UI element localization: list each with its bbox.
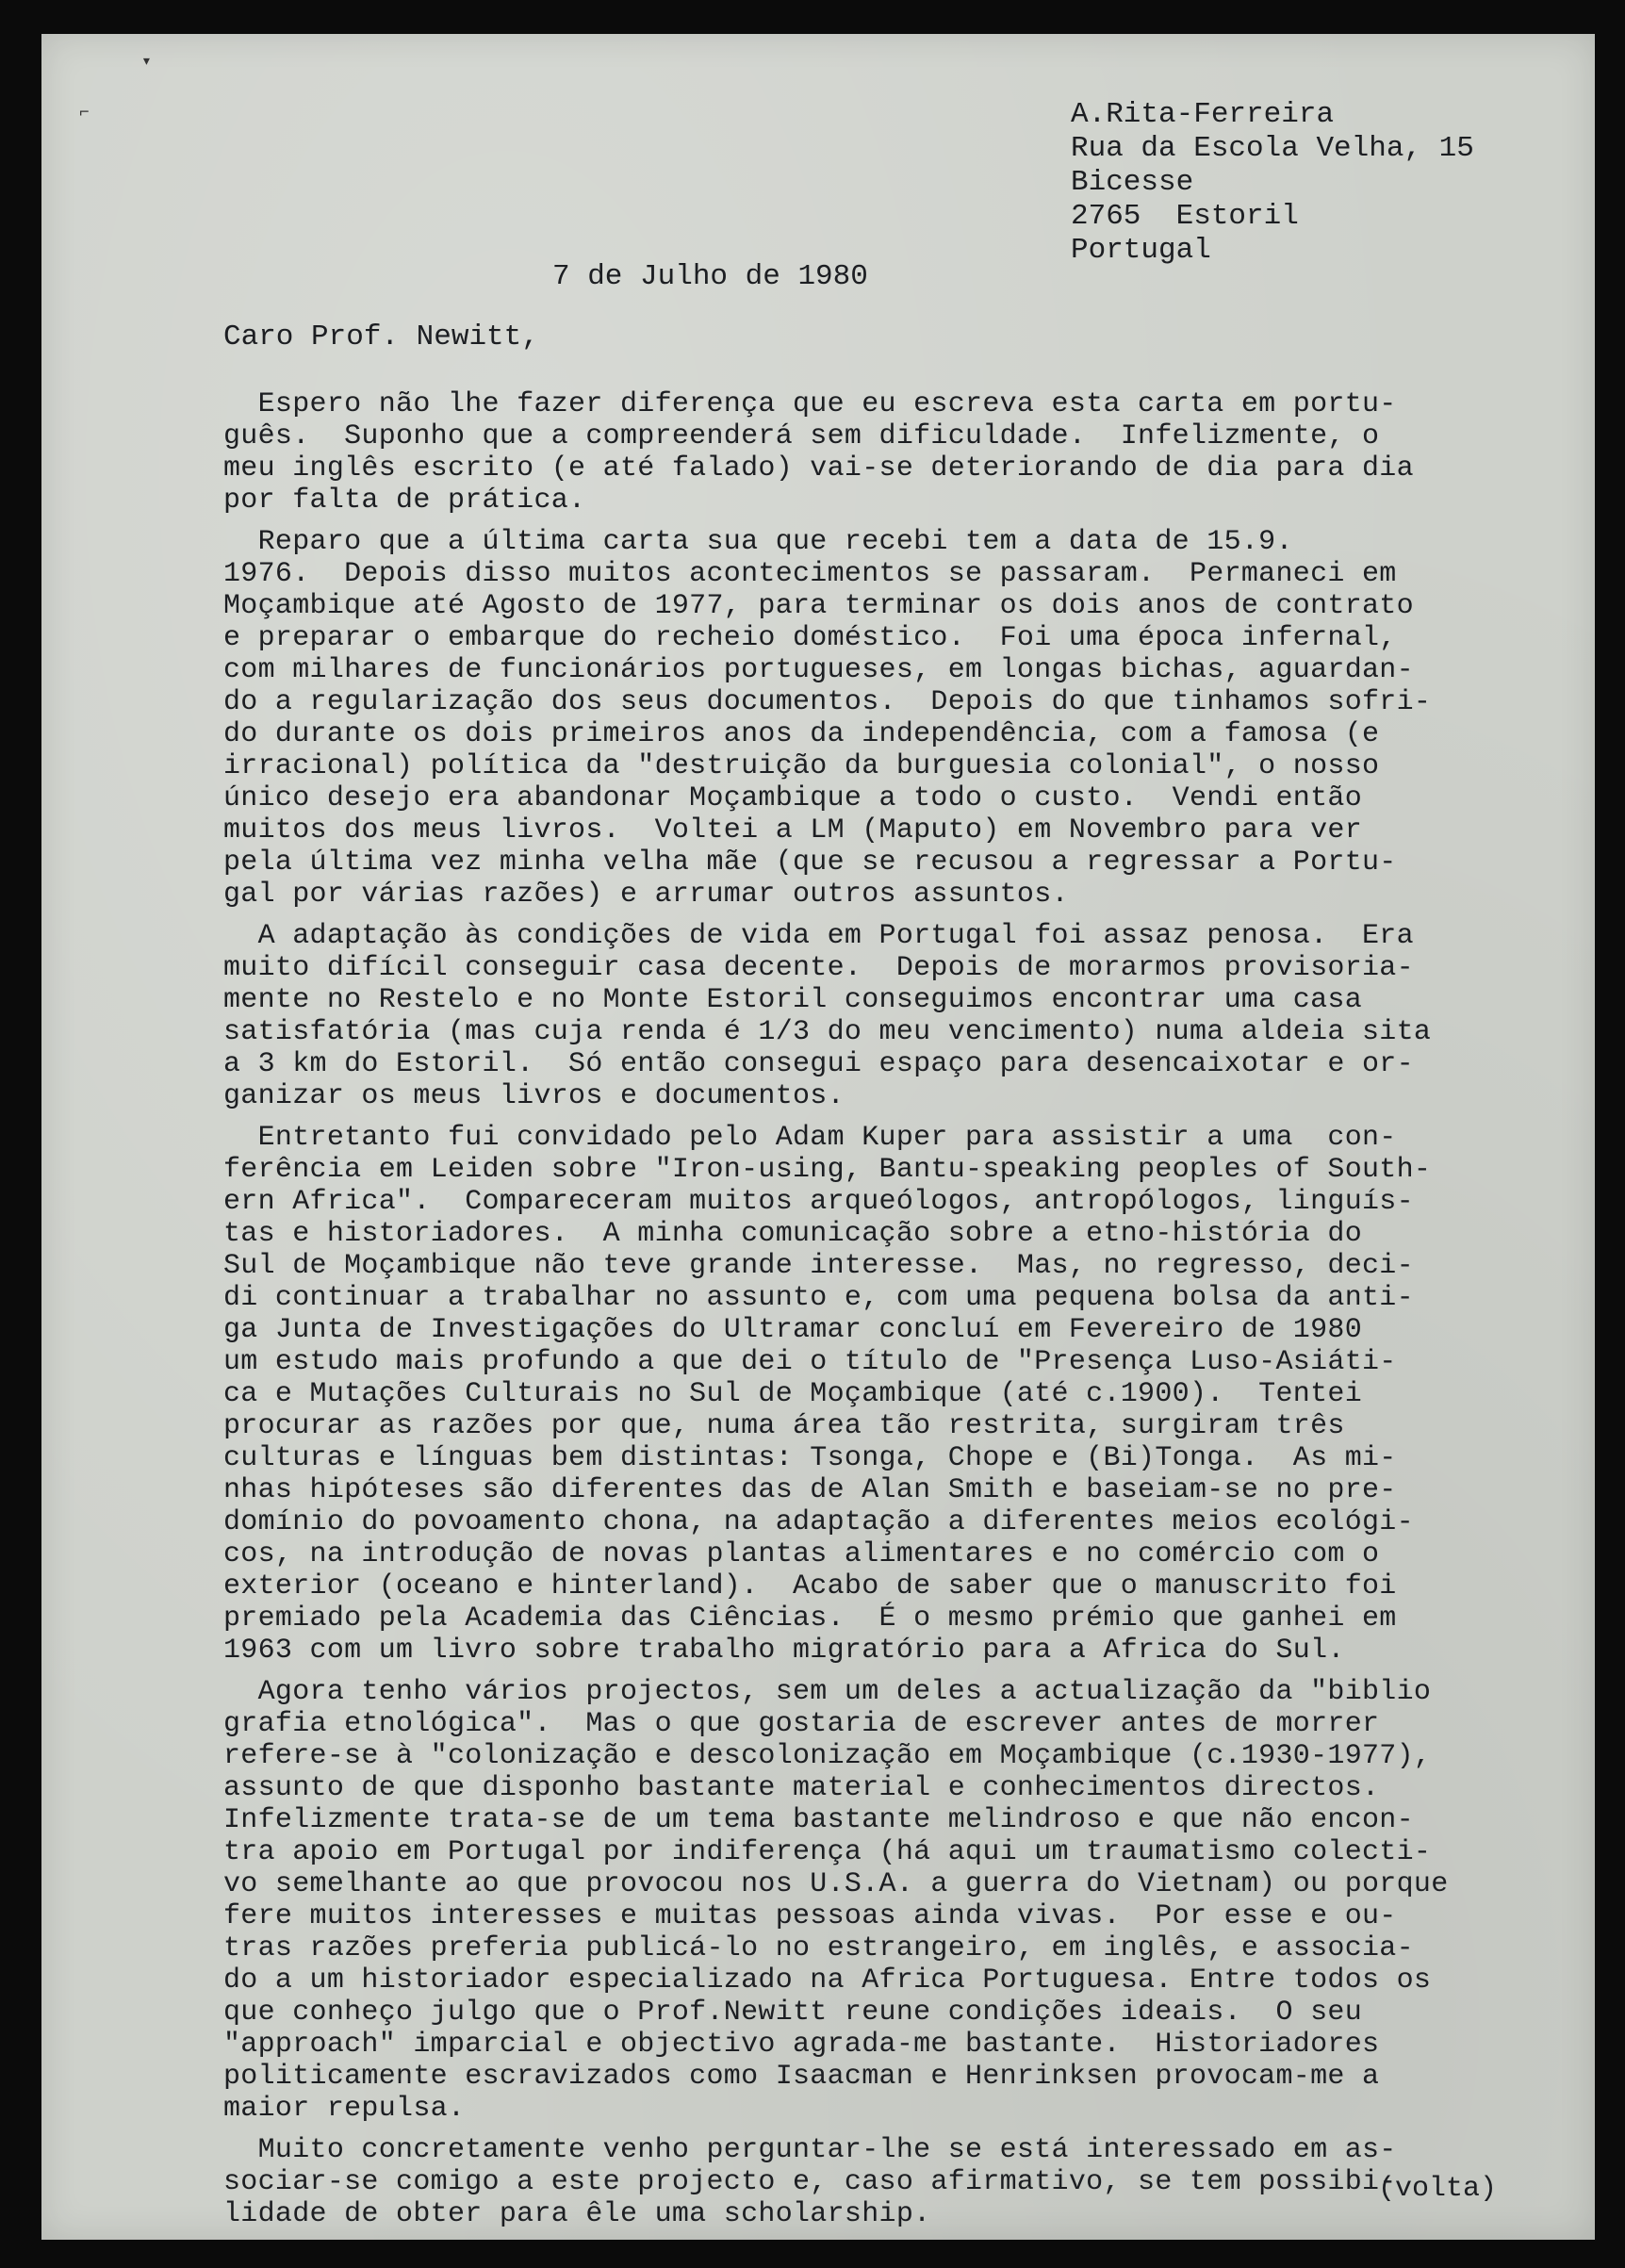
- text-line: exterior (oceano e hinterland). Acabo de saber que o manuscrito foi: [223, 1570, 1397, 1602]
- text-line: muitos dos meus livros. Voltei a LM (Maputo) em Novembro para ver: [223, 814, 1362, 846]
- paragraph-gap: [223, 2125, 1449, 2134]
- text-line: politicamente escravizados como Isaacman e Henrinksen provocam-me a: [223, 2061, 1380, 2093]
- paragraph: [223, 388, 1449, 517]
- text-line: Agora tenho vários projectos, sem um deles a actualização da "biblio: [223, 1676, 1432, 1708]
- letter-date: 7 de Julho de 1980: [552, 260, 868, 293]
- text-line: cos, na introdução de novas plantas alimentares e no comércio com o: [223, 1538, 1380, 1570]
- paragraph: [223, 1122, 1449, 1667]
- text-line: tras razões preferia publicá-lo no estrangeiro, em inglês, e associa-: [223, 1932, 1414, 1964]
- text-line: que conheço julgo que o Prof.Newitt reune condições ideais. O seu: [223, 1997, 1362, 2029]
- text-line: tas e historiadores. A minha comunicação sobre a etno-história do: [223, 1218, 1362, 1250]
- text-line: di continuar a trabalhar no assunto e, com uma pequena bolsa da anti-: [223, 1282, 1414, 1314]
- text-line: um estudo mais profundo a que dei o título de "Presença Luso-Asiáti-: [223, 1346, 1397, 1378]
- text-line: A adaptação às condições de vida em Portugal foi assaz penosa. Era: [223, 920, 1414, 952]
- text-line: Moçambique até Agosto de 1977, para terminar os dois anos de contrato: [223, 590, 1414, 622]
- text-line: nhas hipóteses são diferentes das de Alan Smith e baseiam-se no pre-: [223, 1474, 1397, 1506]
- text-line: e preparar o embarque do recheio doméstico. Foi uma época infernal,: [223, 622, 1397, 654]
- text-line: fere muitos interesses e muitas pessoas ainda vivas. Por esse e ou-: [223, 1900, 1397, 1932]
- closing-note: (volta): [1378, 2173, 1498, 2205]
- ink-mark: ▾: [141, 53, 152, 72]
- text-line: meu inglês escrito (e até falado) vai-se deteriorando de dia para dia: [223, 452, 1414, 485]
- text-line: do a um historiador especializado na Africa Portuguesa. Entre todos os: [223, 1964, 1432, 1997]
- text-line: pela última vez minha velha mãe (que se recusou a regressar a Portu-: [223, 846, 1397, 879]
- salutation: Caro Prof. Newitt,: [223, 320, 539, 353]
- text-line: ferência em Leiden sobre "Iron-using, Bantu-speaking peoples of South-: [223, 1154, 1432, 1186]
- text-line: Muito concretamente venho perguntar-lhe se está interessado em as-: [223, 2134, 1397, 2166]
- text-line: com milhares de funcionários portugueses, em longas bichas, aguardan-: [223, 654, 1414, 686]
- text-line: por falta de prática.: [223, 485, 586, 517]
- text-line: 1963 com um livro sobre trabalho migratório para a Africa do Sul.: [223, 1635, 1345, 1667]
- address-line: A.Rita-Ferreira: [1071, 98, 1335, 131]
- text-line: procurar as razões por que, numa área tão restrita, surgiram três: [223, 1410, 1345, 1442]
- text-line: gal por várias razões) e arrumar outros assuntos.: [223, 879, 1069, 911]
- letter-body: [223, 388, 1449, 2230]
- text-line: assunto de que disponho bastante material e conhecimentos directos.: [223, 1772, 1380, 1804]
- paragraph: [223, 920, 1449, 1112]
- text-line: Sul de Moçambique não teve grande interesse. Mas, no regresso, deci-: [223, 1250, 1414, 1282]
- text-line: vo semelhante ao que provocou nos U.S.A. a guerra do Vietnam) ou porque: [223, 1868, 1449, 1900]
- address-line: 2765 Estoril: [1071, 200, 1299, 233]
- text-line: culturas e línguas bem distintas: Tsonga, Chope e (Bi)Tonga. As mi-: [223, 1442, 1397, 1474]
- paragraph-gap: [223, 1667, 1449, 1676]
- paragraph: [223, 1676, 1449, 2125]
- text-line: maior repulsa.: [223, 2093, 466, 2125]
- text-line: Entretanto fui convidado pelo Adam Kuper para assistir a uma con-: [223, 1122, 1397, 1154]
- text-line: guês. Suponho que a compreenderá sem dificuldade. Infelizmente, o: [223, 420, 1380, 452]
- text-line: único desejo era abandonar Moçambique a todo o custo. Vendi então: [223, 782, 1362, 814]
- text-line: Reparo que a última carta sua que recebi tem a data de 15.9.: [223, 526, 1293, 558]
- text-line: mente no Restelo e no Monte Estoril conseguimos encontrar uma casa: [223, 984, 1362, 1016]
- text-line: muito difícil conseguir casa decente. Depois de morarmos provisoria-: [223, 952, 1414, 984]
- paragraph-gap: [223, 911, 1449, 920]
- address-line: Portugal: [1071, 234, 1211, 267]
- text-line: a 3 km do Estoril. Só então consegui espaço para desencaixotar e or-: [223, 1048, 1414, 1080]
- text-line: satisfatória (mas cuja renda é 1/3 do meu vencimento) numa aldeia sita: [223, 1016, 1432, 1048]
- text-line: do a regularização dos seus documentos. Depois do que tinhamos sofri-: [223, 686, 1432, 718]
- text-line: ca e Mutações Culturais no Sul de Moçambique (até c.1900). Tentei: [223, 1378, 1362, 1410]
- text-line: irracional) política da "destruição da burguesia colonial", o nosso: [223, 750, 1380, 782]
- text-line: ganizar os meus livros e documentos.: [223, 1080, 845, 1112]
- text-line: domínio do povoamento chona, na adaptação a diferentes meios ecológi-: [223, 1506, 1414, 1538]
- sender-address: [1071, 98, 1474, 268]
- paragraph: [223, 2134, 1449, 2230]
- text-line: premiado pela Academia das Ciências. É o mesmo prémio que ganhei em: [223, 1602, 1397, 1635]
- paragraph: [223, 526, 1449, 911]
- text-line: sociar-se comigo a este projecto e, caso afirmativo, se tem possibi-: [223, 2166, 1397, 2198]
- text-line: ga Junta de Investigações do Ultramar concluí em Fevereiro de 1980: [223, 1314, 1362, 1346]
- paragraph-gap: [223, 1112, 1449, 1122]
- text-line: Espero não lhe fazer diferença que eu escreva esta carta em portu-: [223, 388, 1397, 420]
- paragraph-gap: [223, 517, 1449, 526]
- ink-mark: ⌐: [79, 104, 90, 123]
- text-line: 1976. Depois disso muitos acontecimentos se passaram. Permaneci em: [223, 558, 1397, 590]
- text-line: do durante os dois primeiros anos da independência, com a famosa (e: [223, 718, 1380, 750]
- text-line: Infelizmente trata-se de um tema bastante melindroso e que não encon-: [223, 1804, 1414, 1836]
- text-line: ern Africa". Compareceram muitos arqueólogos, antropólogos, linguís-: [223, 1186, 1414, 1218]
- address-line: Rua da Escola Velha, 15: [1071, 132, 1474, 165]
- letter-page: [41, 34, 1595, 2240]
- text-line: tra apoio em Portugal por indiferença (há aqui um traumatismo colecti-: [223, 1836, 1432, 1868]
- text-line: "approach" imparcial e objectivo agrada-me bastante. Historiadores: [223, 2029, 1380, 2061]
- text-line: lidade de obter para êle uma scholarship.: [223, 2198, 931, 2230]
- address-line: Bicesse: [1071, 166, 1194, 199]
- text-line: refere-se à "colonização e descolonização em Moçambique (c.1930-1977),: [223, 1740, 1432, 1772]
- text-line: grafia etnológica". Mas o que gostaria de escrever antes de morrer: [223, 1708, 1380, 1740]
